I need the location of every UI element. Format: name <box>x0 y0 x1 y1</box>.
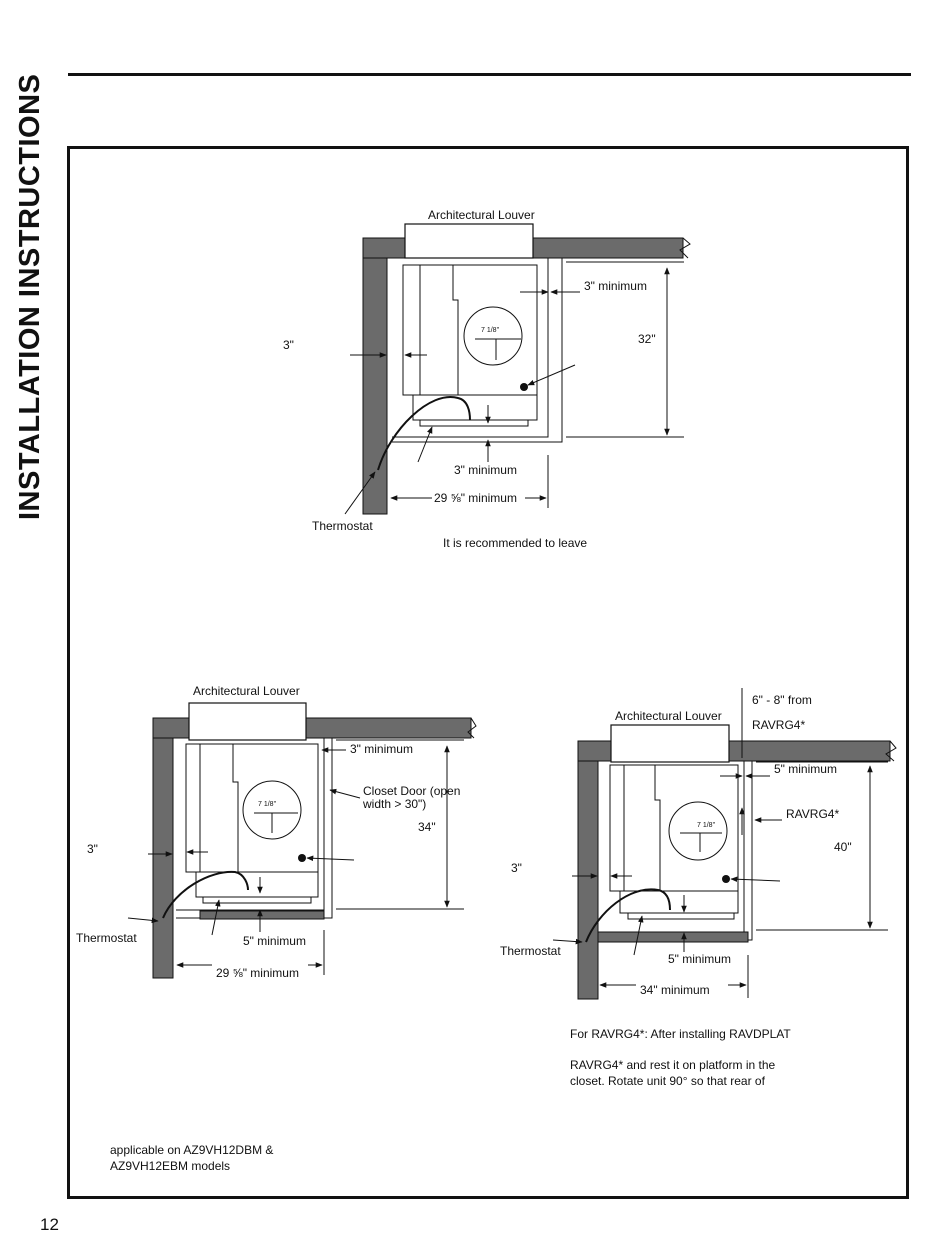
fig3-vent-circle <box>669 802 727 860</box>
figure-1-closet-install <box>283 224 690 550</box>
fig1-vent-label: 7 1/8" <box>481 327 500 334</box>
fig3-min-top-label: 5" minimum <box>774 762 837 776</box>
fig1-left-gap-label: 3" <box>283 338 294 352</box>
fig3-unit-base <box>620 891 738 913</box>
fig3-left-gap-label: 3" <box>511 861 522 875</box>
fig1-left-wall <box>363 258 387 514</box>
fig1-dot <box>520 383 528 391</box>
fig3-thermostat-label: Thermostat <box>500 944 561 958</box>
fig2-height-label: 34" <box>418 820 436 834</box>
fig1-vent-circle <box>464 307 522 365</box>
fig3-top-note-1: 6" - 8" from <box>752 693 812 707</box>
fig1-min-bottom-label: 3" minimum <box>454 463 517 477</box>
fig3-top-note-2: RAVRG4* <box>752 718 806 732</box>
fig3-platform <box>598 932 748 942</box>
fig2-unit-base <box>196 872 318 897</box>
page-number: 12 <box>40 1215 59 1234</box>
fig3-louver-box <box>611 725 729 762</box>
fig2-note-1: applicable on AZ9VH12DBM & <box>110 1143 274 1157</box>
fig3-note-1: For RAVRG4*: After installing RAVDPLAT <box>570 1027 791 1041</box>
fig1-thermostat-label: Thermostat <box>312 519 373 533</box>
fig1-min-side-label: 3" minimum <box>584 279 647 293</box>
fig2-thermostat-label: Thermostat <box>76 931 137 945</box>
fig3-louver-label: Architectural Louver <box>615 709 722 723</box>
fig2-door-label-1: Closet Door (open <box>363 784 461 798</box>
fig2-door-label-2: width > 30") <box>363 797 427 811</box>
side-title: INSTALLATION INSTRUCTIONS <box>14 73 46 520</box>
fig2-left-wall <box>153 738 173 978</box>
fig2-louver-box <box>189 703 306 740</box>
fig2-note-2: AZ9VH12EBM models <box>110 1159 231 1173</box>
fig2-vent-label: 7 1/8" <box>258 801 277 808</box>
fig1-louver-box <box>405 224 533 258</box>
fig2-platform <box>200 911 324 919</box>
fig3-note-2: RAVRG4* and rest it on platform in the <box>570 1058 776 1072</box>
fig3-width-label: 34" minimum <box>640 983 710 997</box>
fig2-left-gap-label: 3" <box>87 842 98 856</box>
fig1-unit-foot <box>420 420 528 426</box>
fig3-ravrg-label: RAVRG4* <box>786 807 840 821</box>
fig1-width-label: 29 ⅝" minimum <box>434 491 517 505</box>
figure-3-ravrg4-install <box>500 688 896 1088</box>
figure-2-closet-door-install <box>76 684 476 1173</box>
fig1-note: It is recommended to leave <box>443 536 588 550</box>
fig3-min-bottom-label: 5" minimum <box>668 952 731 966</box>
fig1-unit-base <box>413 395 537 420</box>
fig2-louver-label: Architectural Louver <box>193 684 300 698</box>
fig3-vent-label: 7 1/8" <box>697 822 716 829</box>
fig1-height-label: 32" <box>638 332 656 346</box>
fig1-louver-label: Architectural Louver <box>428 208 535 222</box>
fig2-min-top-label: 3" minimum <box>350 742 413 756</box>
fig2-width-label: 29 ⅝" minimum <box>216 966 299 980</box>
fig2-min-bottom-label: 5" minimum <box>243 934 306 948</box>
fig3-height-label: 40" <box>834 840 852 854</box>
fig3-left-wall <box>578 761 598 999</box>
fig3-note-3: closet. Rotate unit 90° so that rear of <box>570 1074 765 1088</box>
